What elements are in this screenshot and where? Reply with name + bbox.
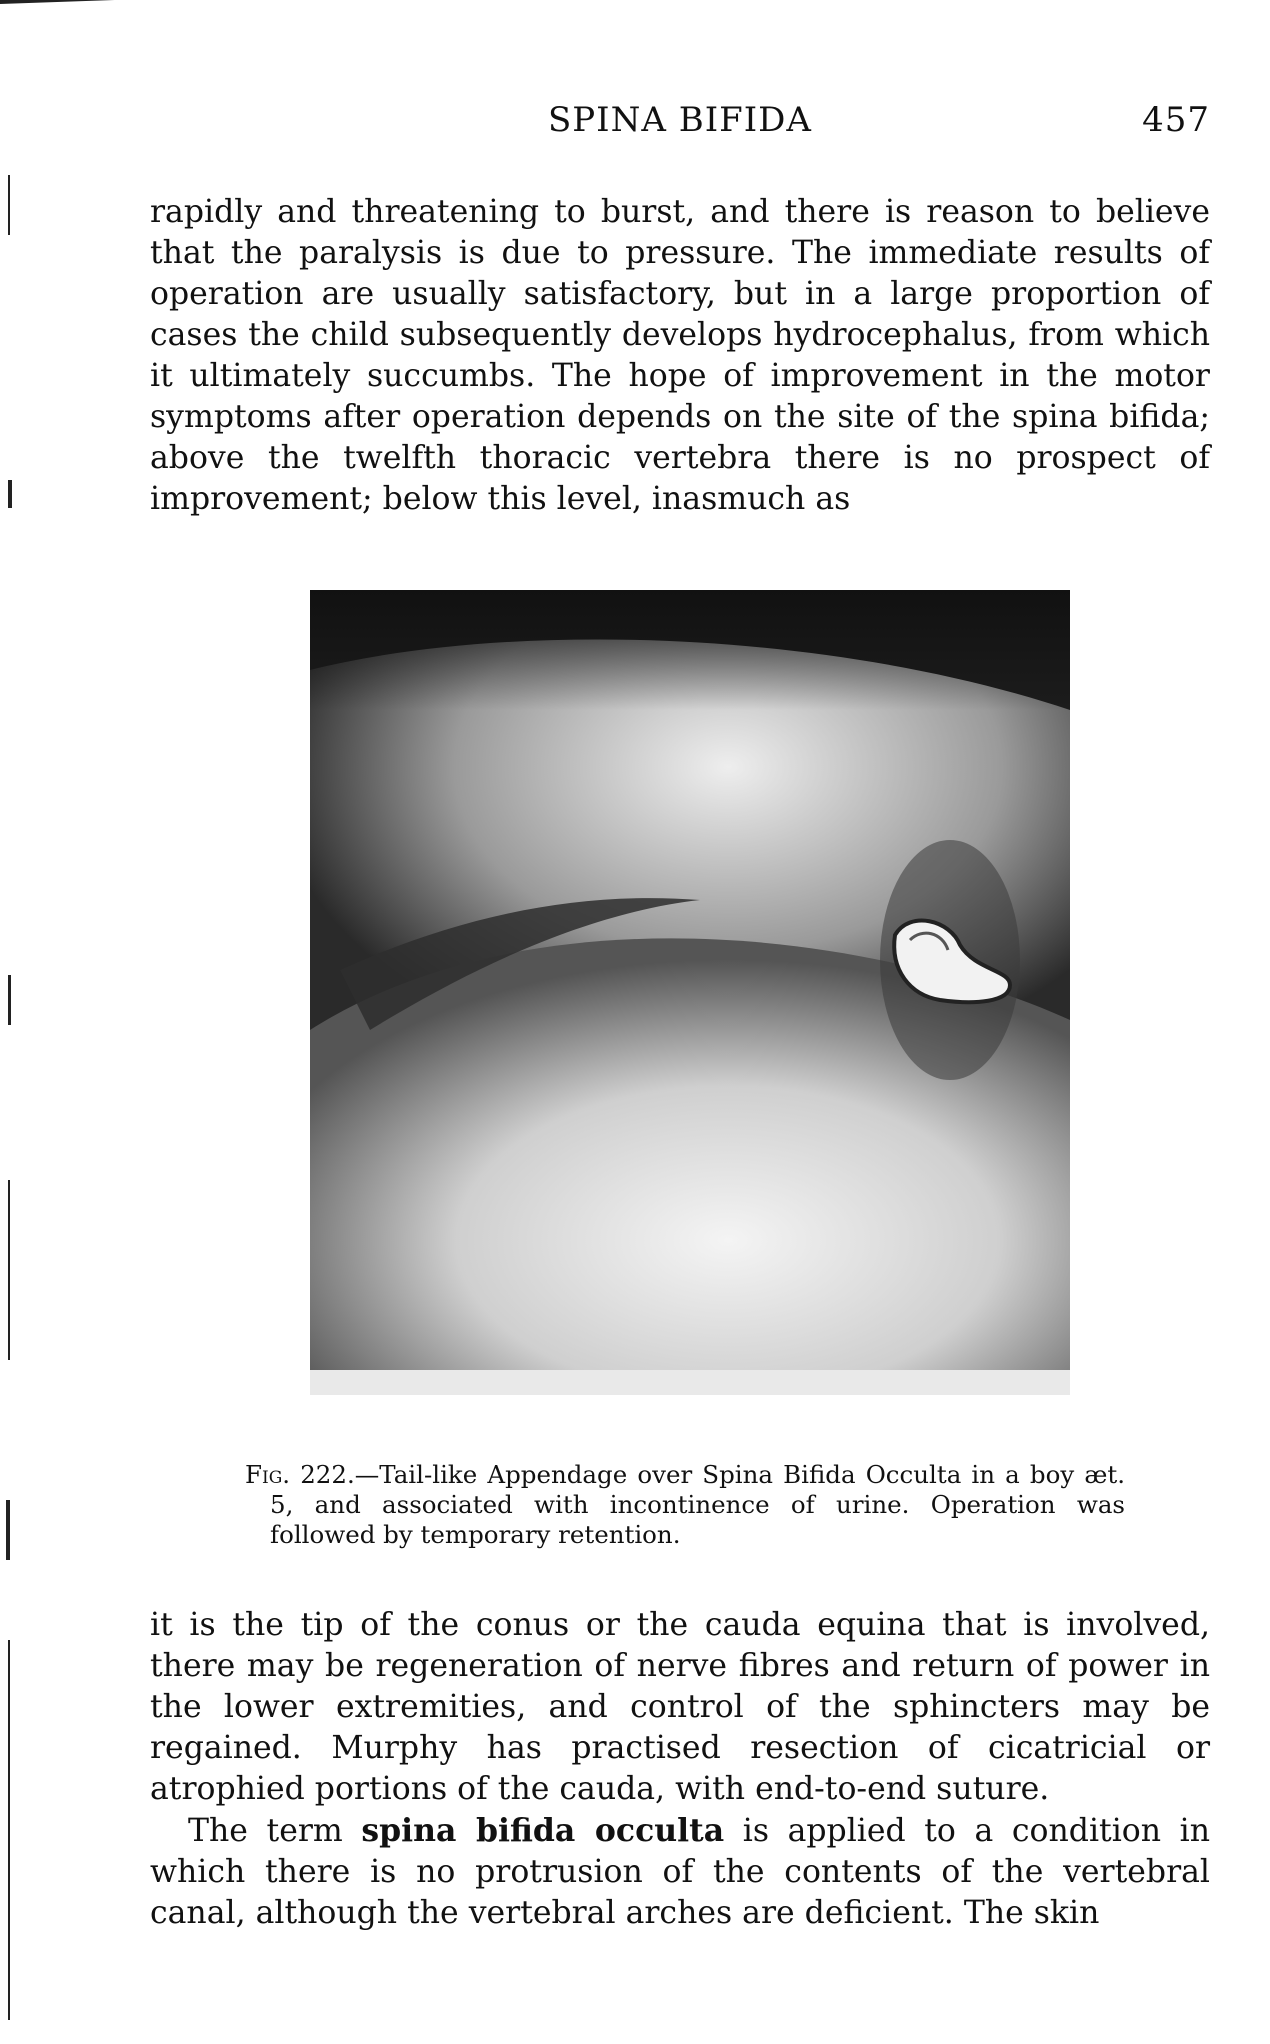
- body-text-bottom: [150, 1605, 1210, 1934]
- tail-appendage-photo: [310, 590, 1070, 1395]
- paragraph-rest: is applied to a condition in which there is no protrusion of the contents of the vertebral canal, although the vertebral arches are deficient. The skin: [150, 1813, 1210, 1931]
- scan-edge-mark: [8, 1640, 10, 2020]
- page-number: 457: [1142, 100, 1210, 140]
- running-head: [150, 100, 1210, 144]
- photo-bottom-edge: [310, 1370, 1070, 1395]
- scan-edge-mark: [8, 480, 12, 508]
- paragraph-lead: The term: [188, 1813, 362, 1849]
- body-paragraph-top: rapidly and threatening to burst, and there is reason to believe that the paralysis is due to pressure. The immediate results of operation are usually satisfactory, but in a large proportion of cases the child subsequently develops hydrocephalus, from which it ultimately succumbs. The hope of improvement in the motor symptoms after operation depends on the site of the spina bifida; above the twelfth thoracic vertebra there is no prospect of improvement; below this level, inasmuch as: [150, 194, 1210, 517]
- figure-caption: [245, 1460, 1125, 1550]
- body-paragraph-continued: it is the tip of the conus or the cauda equina that is involved, there may be regeneration of nerve fibres and return of power in the lower extremities, and control of the sphincters may be regained. Murphy has practised resection of cicatricial or atrophied portions of the cauda, with end-to-end suture.: [150, 1607, 1210, 1807]
- defined-term: spina bifida occulta: [361, 1812, 725, 1849]
- scan-edge-mark: [8, 175, 10, 235]
- running-head-title: SPINA BIFIDA: [548, 100, 812, 140]
- scan-edge-mark: [0, 0, 140, 4]
- body-paragraph-spina-bifida-occulta: [150, 1810, 1210, 1934]
- scan-edge-mark: [6, 1500, 10, 1560]
- scan-edge-mark: [8, 975, 11, 1025]
- figure-photograph: [310, 590, 1070, 1395]
- figure-label: Fig. 222.: [245, 1460, 355, 1489]
- figure-caption-text: —Tail-like Appendage over Spina Bifida Occulta in a boy æt. 5, and associated with incontinence of urine. Operation was followed by temporary retention.: [270, 1460, 1125, 1549]
- photo-top-shadow: [310, 590, 1070, 710]
- scan-edge-mark: [8, 1180, 10, 1360]
